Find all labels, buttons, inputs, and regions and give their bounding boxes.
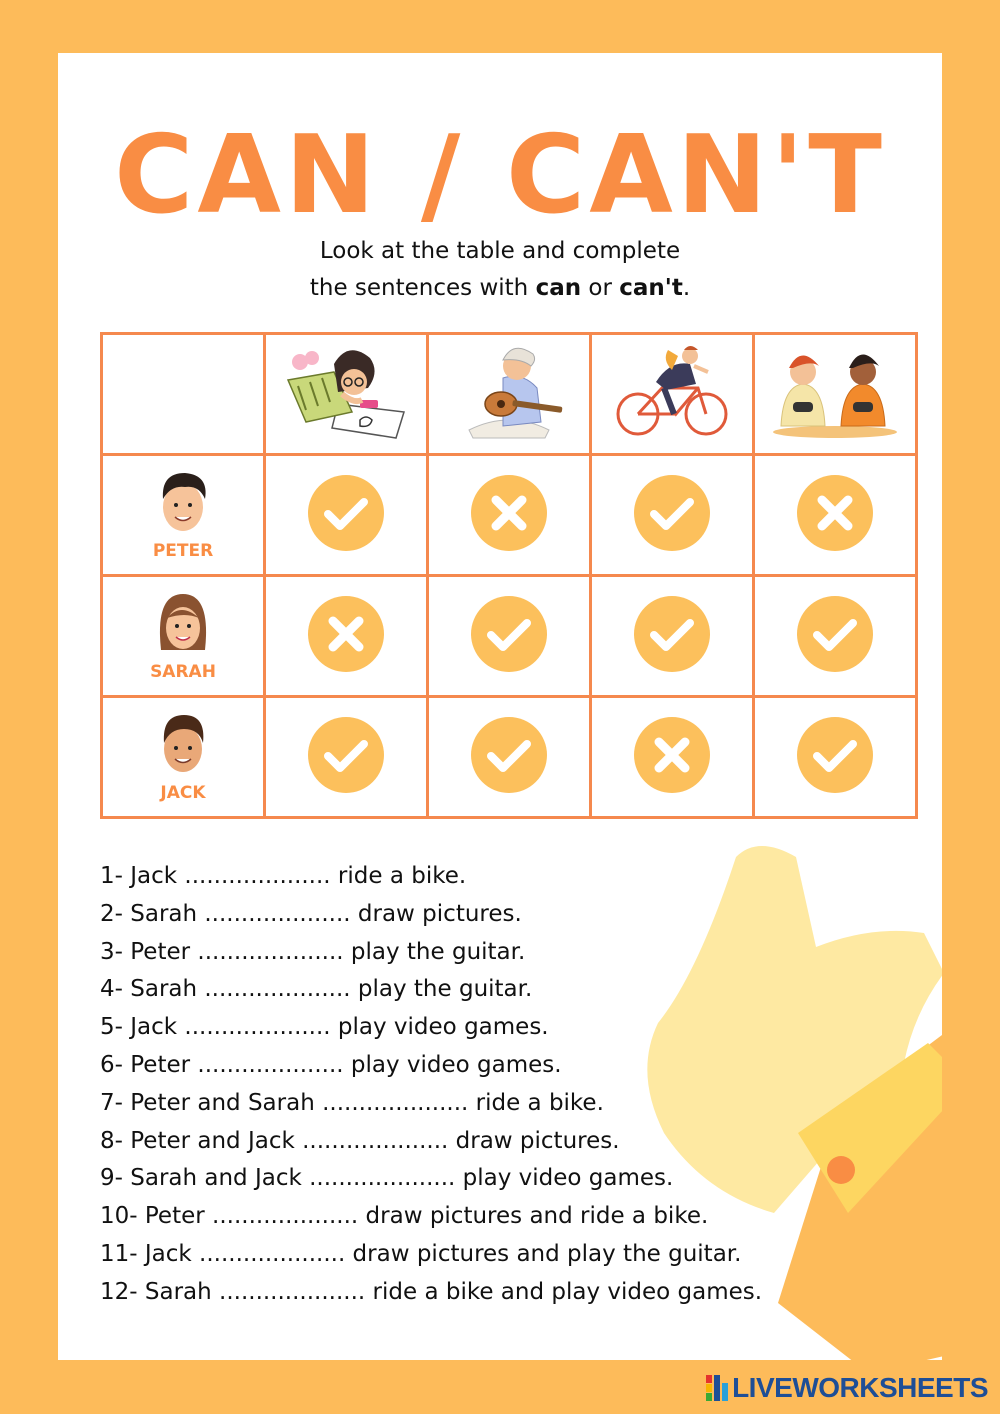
- check-icon: [470, 716, 548, 794]
- instructions-cant: can't: [619, 275, 683, 301]
- table-row-peter: [102, 455, 917, 576]
- liveworksheets-brand[interactable]: [706, 1370, 988, 1406]
- instructions-end: .: [682, 275, 691, 301]
- person-cell-sarah: [102, 576, 265, 697]
- person-name-sarah: SARAH: [150, 662, 216, 682]
- instructions-or: or: [581, 275, 620, 301]
- person-cell-peter: [102, 455, 265, 576]
- sentence-item[interactable]: 8- Peter and Jack .................... draw pictures.: [100, 1127, 620, 1154]
- instructions-can: can: [535, 275, 582, 301]
- sentence-item[interactable]: 4- Sarah .................... play the guitar.: [100, 976, 533, 1003]
- brand-name: LIVEWORKSHEETS: [732, 1372, 988, 1403]
- sentence-item[interactable]: 6- Peter .................... play video games.: [100, 1051, 562, 1078]
- cross-icon: [307, 595, 385, 673]
- woman-playing-guitar-illustration: [439, 342, 579, 442]
- sentence-item[interactable]: 1- Jack .................... ride a bike.: [100, 863, 467, 889]
- table-row-jack: [102, 697, 917, 818]
- cross-icon: [796, 474, 874, 552]
- check-icon: [307, 716, 385, 794]
- mark-cell: [265, 576, 428, 697]
- jack-face-icon: [155, 711, 211, 779]
- worksheet-page: [58, 53, 942, 1360]
- mark-cell: [754, 576, 917, 697]
- sentence-item[interactable]: 10- Peter .................... draw pictures and ride a bike.: [100, 1203, 709, 1230]
- sentence-item[interactable]: 3- Peter .................... play the guitar.: [100, 938, 526, 965]
- mark-cell: [428, 576, 591, 697]
- kids-playing-video-games-illustration: [765, 342, 905, 442]
- activity-drawing-cell: [265, 334, 428, 455]
- check-icon: [796, 716, 874, 794]
- sentence-item[interactable]: 11- Jack .................... draw pictures and play the guitar.: [100, 1240, 742, 1267]
- activity-guitar-cell: [428, 334, 591, 455]
- activity-bike-cell: [591, 334, 754, 455]
- mark-cell: [591, 576, 754, 697]
- activity-video-games-cell: [754, 334, 917, 455]
- peter-face-icon: [155, 469, 211, 537]
- ability-table: [100, 332, 918, 819]
- man-riding-bike-illustration: [602, 342, 742, 442]
- check-icon: [633, 595, 711, 673]
- girl-drawing-illustration: [276, 342, 416, 442]
- mark-cell: [428, 455, 591, 576]
- sentence-item[interactable]: 2- Sarah .................... draw pictures.: [100, 900, 522, 927]
- activity-header-row: [102, 334, 917, 455]
- page-title: CAN / CAN'T: [114, 113, 886, 238]
- table-row-sarah: [102, 576, 917, 697]
- instructions-line-1: Look at the table and complete: [319, 238, 681, 264]
- mark-cell: [428, 697, 591, 818]
- mark-cell: [754, 697, 917, 818]
- person-name-peter: PETER: [152, 541, 214, 561]
- person-cell-jack: [102, 697, 265, 818]
- instructions-line-2: [58, 270, 942, 307]
- check-icon: [307, 474, 385, 552]
- check-icon: [470, 595, 548, 673]
- sarah-face-icon: [155, 590, 211, 658]
- mark-cell: [265, 455, 428, 576]
- empty-corner-cell: [102, 334, 265, 455]
- person-name-jack: JACK: [160, 783, 206, 803]
- liveworksheets-logo-icon: [706, 1373, 728, 1403]
- mark-cell: [265, 697, 428, 818]
- instructions-text: the sentences with: [309, 275, 536, 301]
- sentence-item[interactable]: 5- Jack .................... play video games.: [100, 1014, 549, 1041]
- sentences-list: [100, 858, 762, 1312]
- check-icon: [633, 474, 711, 552]
- check-icon: [796, 595, 874, 673]
- instructions: [58, 233, 942, 307]
- cross-icon: [633, 716, 711, 794]
- sentence-item[interactable]: 9- Sarah and Jack .................... play video games.: [100, 1165, 674, 1192]
- sentence-item[interactable]: 7- Peter and Sarah .................... ride a bike.: [100, 1089, 604, 1116]
- mark-cell: [591, 697, 754, 818]
- mark-cell: [591, 455, 754, 576]
- sentence-item[interactable]: 12- Sarah .................... ride a bike and play video games.: [100, 1278, 763, 1305]
- cross-icon: [470, 474, 548, 552]
- mark-cell: [754, 455, 917, 576]
